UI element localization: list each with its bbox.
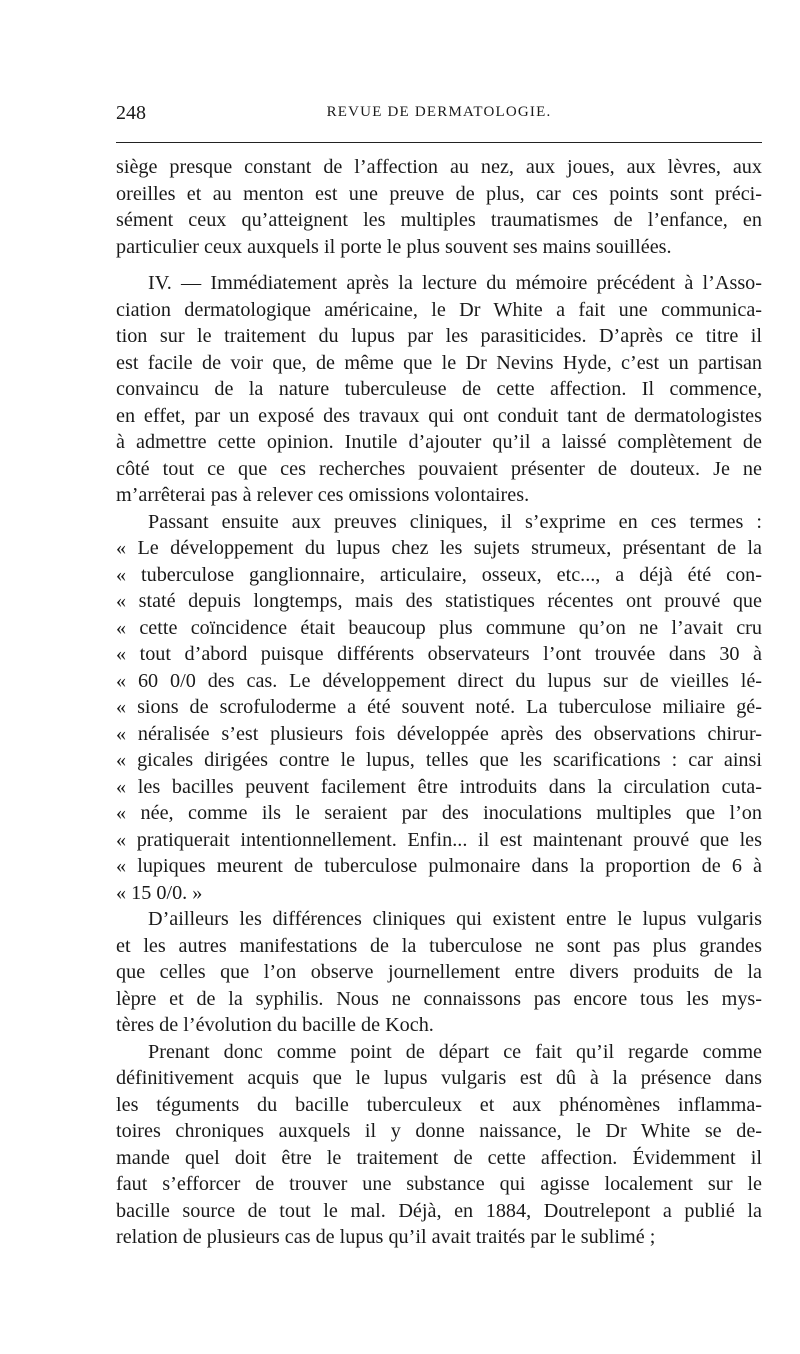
text-line: « pratiquerait intentionnellement. Enfin... il est maintenant prouvé que les [116, 828, 762, 851]
text-line: « tuberculose ganglionnaire, articulaire, osseux, etc..., a déjà été con- [116, 563, 762, 586]
paragraph [116, 906, 762, 1039]
text-line: tion sur le traitement du lupus par les parasiticides. D’après ce titre il [116, 325, 762, 347]
text-line: « sions de scrofuloderme a été souvent noté. La tuberculose miliaire gé- [116, 696, 762, 718]
text-line: « cette coïncidence était beaucoup plus commune qu’on ne l’avait cru [116, 616, 762, 639]
text-line: à admettre cette opinion. Inutile d’ajouter qu’il a laissé complètement de [116, 431, 762, 453]
paragraph [116, 270, 762, 509]
text-line: « Le développement du lupus chez les sujets strumeux, présentant de la [116, 537, 762, 559]
text-line: Passant ensuite aux preuves cliniques, il s’exprime en ces termes : [148, 510, 762, 533]
text-line: sément ceux qu’atteignent les multiples traumatismes de l’enfance, en [116, 209, 762, 231]
text-line: faut s’efforcer de trouver une substance qui agisse localement sur le [116, 1173, 762, 1195]
text-line: que celles que l’on observe journellement entre divers produits de la [116, 961, 762, 983]
text-line: « staté depuis longtemps, mais des statistiques récentes ont prouvé que [116, 590, 762, 612]
text-line: « lupiques meurent de tuberculose pulmonaire dans la proportion de 6 à [116, 855, 762, 877]
text-line: « née, comme ils le seraient par des inoculations multiples que l’on [116, 802, 762, 824]
text-line: mande quel doit être le traitement de cette affection. Évidemment il [116, 1146, 762, 1169]
text-line: « 60 0/0 des cas. Le développement direct du lupus sur de vieilles lé- [116, 669, 762, 692]
running-title: REVUE DE DERMATOLOGIE. [326, 104, 552, 120]
text-line: « néralisée s’est plusieurs fois développée après des observations chirur- [116, 722, 762, 745]
paragraph [116, 509, 762, 907]
text-line: « les bacilles peuvent facilement être introduits dans la circulation cuta- [116, 775, 762, 798]
text-line: Prenant donc comme point de départ ce fait qu’il regarde comme [148, 1040, 762, 1063]
text-line: tères de l’évolution du bacille de Koch. [116, 1014, 434, 1036]
paragraph [116, 1039, 762, 1251]
text-line: et les autres manifestations de la tuberculose ne sont pas plus grandes [116, 934, 762, 957]
text-line: les téguments du bacille tuberculeux et aux phénomènes inflamma- [116, 1093, 762, 1116]
text-line: D’ailleurs les différences cliniques qui existent entre le lupus vulgaris [148, 908, 762, 930]
paragraph [116, 154, 762, 260]
page-number: 248 [116, 102, 146, 124]
header-rule [116, 142, 762, 143]
text-line: toires chroniques auxquels il y donne naissance, le Dr White se de- [116, 1120, 762, 1142]
paragraph-gap [116, 260, 762, 270]
body-text [116, 154, 762, 1251]
text-line: ciation dermatologique américaine, le Dr White a fait une communica- [116, 298, 762, 321]
text-line: en effet, par un exposé des travaux qui ont conduit tant de dermatologistes [116, 404, 762, 427]
text-line: côté tout ce que ces recherches pouvaient présenter de douteux. Je ne [116, 457, 762, 480]
page-header [116, 102, 762, 130]
text-line: « gicales dirigées contre le lupus, telles que les scarifications : car ainsi [116, 749, 762, 771]
text-line: convaincu de la nature tuberculeuse de cette affection. Il commence, [116, 378, 762, 400]
text-line: oreilles et au menton est une preuve de plus, car ces points sont préci- [116, 182, 762, 205]
text-line: particulier ceux auxquels il porte le plus souvent ses mains souillées. [116, 235, 672, 258]
text-line: est facile de voir que, de même que le Dr Nevins Hyde, c’est un partisan [116, 351, 762, 374]
text-line: bacille source de tout le mal. Déjà, en 1884, Doutrelepont a publié la [116, 1199, 762, 1222]
text-line: définitivement acquis que le lupus vulgaris est dû à la présence dans [116, 1067, 762, 1089]
text-line: « tout d’abord puisque différents observateurs l’ont trouvée dans 30 à [116, 643, 762, 665]
text-line: m’arrêterai pas à relever ces omissions volontaires. [116, 484, 530, 506]
text-line: lèpre et de la syphilis. Nous ne connaissons pas encore tous les mys- [116, 987, 762, 1010]
text-line: relation de plusieurs cas de lupus qu’il avait traités par le sublimé ; [116, 1226, 656, 1248]
text-line: siège presque constant de l’affection au nez, aux joues, aux lèvres, aux [116, 156, 762, 178]
text-line: « 15 0/0. » [116, 881, 203, 904]
text-line: IV. — Immédiatement après la lecture du mémoire précédent à l’Asso- [148, 272, 762, 294]
